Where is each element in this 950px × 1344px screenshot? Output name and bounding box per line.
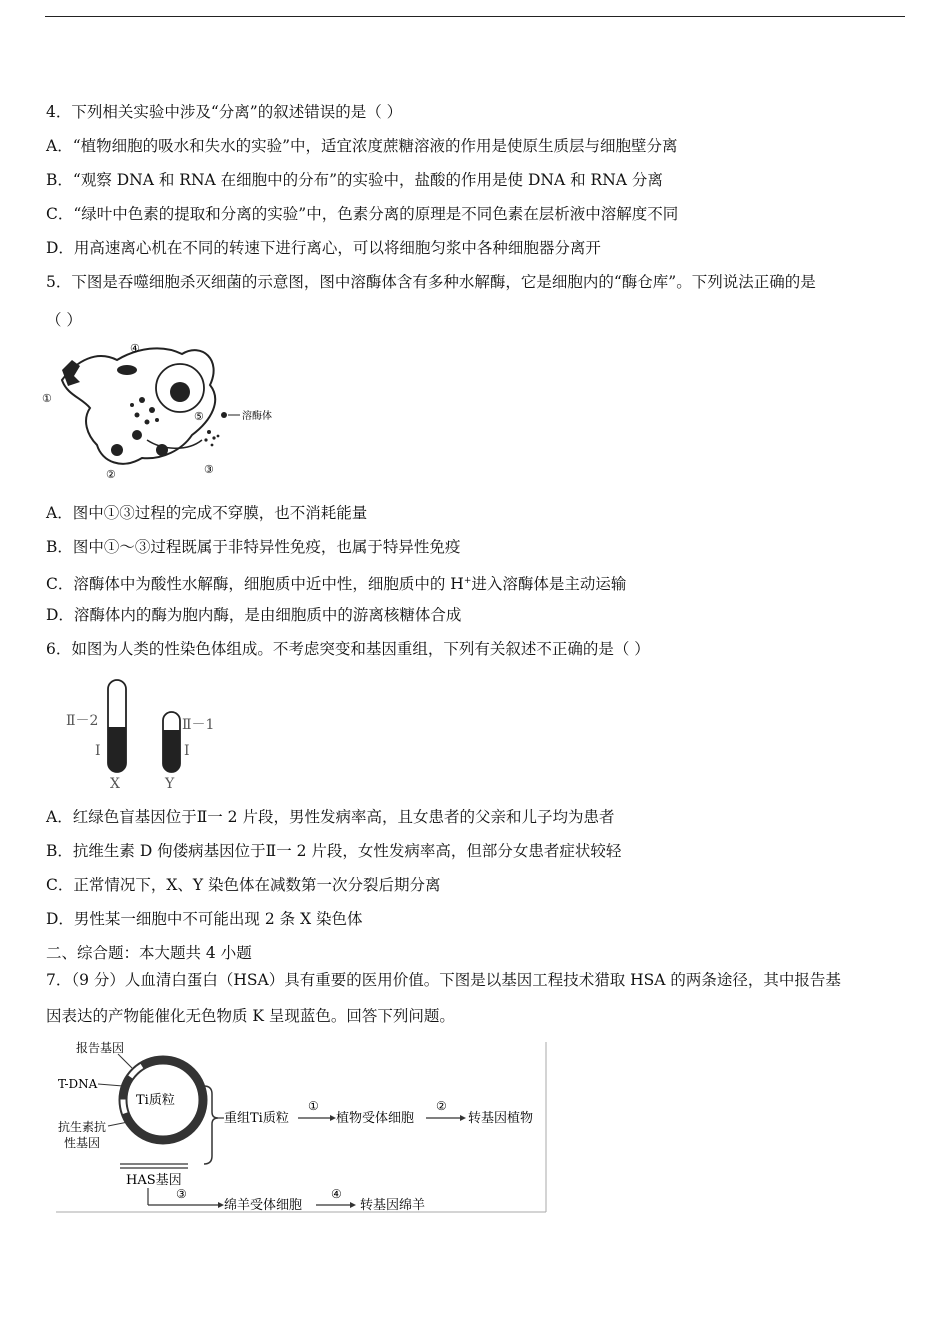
label-4: ④ xyxy=(130,342,140,355)
tdna-label: T-DNA xyxy=(58,1077,98,1091)
y-name: Y xyxy=(165,776,175,792)
transgenic-sheep: 转基因绵羊 xyxy=(360,1198,426,1213)
label-1: ① xyxy=(42,392,52,405)
recombinant-plasmid: 重组Ti质粒 xyxy=(224,1111,289,1126)
header-rule xyxy=(45,16,905,17)
step-1: ① xyxy=(308,1099,319,1113)
q4-option-d: D．用高速离心机在不同的转速下进行离心，可以将细胞匀浆中各种细胞器分离开 xyxy=(46,239,601,257)
label-5: ⑤ xyxy=(194,410,204,423)
q6-option-c: C．正常情况下，X、Y 染色体在减数第一次分裂后期分离 xyxy=(46,876,441,894)
phagocyte-diagram xyxy=(42,340,282,480)
q5-stem: 5．下图是吞噬细胞杀灭细菌的示意图，图中溶酶体含有多种水解酶，它是细胞内的“酶仓库”。下列说法正确的是 xyxy=(46,273,816,291)
resistance-label-2: 性基因 xyxy=(64,1136,101,1150)
step-2: ② xyxy=(436,1099,447,1113)
x-i-label: Ⅰ xyxy=(95,743,101,759)
q5-option-c: C．溶酶体中为酸性水解酶，细胞质中近中性，细胞质中的 H+进入溶酶体是主动运输 xyxy=(46,575,627,594)
sheep-recipient-cell: 绵羊受体细胞 xyxy=(224,1198,303,1213)
x-segment-label: Ⅱ－2 xyxy=(66,713,99,729)
gene-engineering-diagram xyxy=(48,1038,552,1216)
lysosome-label: 溶酶体 xyxy=(242,411,272,422)
plasmid-label: Ti质粒 xyxy=(136,1093,175,1108)
q4-option-a: A．“植物细胞的吸水和失水的实验”中，适宜浓度蔗糖溶液的作用是使原生质层与细胞壁分离 xyxy=(46,137,678,155)
q5-stem-cont: （ ） xyxy=(46,311,82,329)
transgenic-plant: 转基因植物 xyxy=(468,1111,534,1126)
q4-option-b: B．“观察 DNA 和 RNA 在细胞中的分布”的实验中，盐酸的作用是使 DNA 和 RNA 分离 xyxy=(46,171,663,189)
x-name: X xyxy=(110,776,120,792)
resistance-label-1: 抗生素抗 xyxy=(58,1120,107,1134)
q4-stem: 4．下列相关实验中涉及“分离”的叙述错误的是（ ） xyxy=(46,103,403,121)
q7-stem-cont: 因表达的产物能催化无色物质 K 呈现蓝色。回答下列问题。 xyxy=(46,1007,455,1025)
sex-chromosome-diagram xyxy=(60,675,240,793)
has-gene-label: HAS基因 xyxy=(126,1173,182,1188)
reporter-label: 报告基因 xyxy=(76,1041,125,1055)
q6-option-a: A．红绿色盲基因位于Ⅱ一 2 片段，男性发病率高，且女患者的父亲和儿子均为患者 xyxy=(46,808,615,826)
q5-option-b: B．图中①～③过程既属于非特异性免疫，也属于特异性免疫 xyxy=(46,538,461,556)
plant-recipient-cell: 植物受体细胞 xyxy=(336,1111,415,1126)
q5-option-a: A．图中①③过程的完成不穿膜，也不消耗能量 xyxy=(46,504,368,522)
step-4: ④ xyxy=(331,1187,342,1201)
label-3: ③ xyxy=(204,463,214,476)
label-2: ② xyxy=(106,468,116,480)
section-heading: 二、综合题：本大题共 4 小题 xyxy=(46,944,252,962)
q7-stem: 7．（9 分）人血清白蛋白（HSA）具有重要的医用价值。下图是以基因工程技术猎取 HSA 的两条途径，其中报告基 xyxy=(46,971,841,989)
step-3: ③ xyxy=(176,1187,187,1201)
y-i-label: Ⅰ xyxy=(184,743,190,759)
q6-option-b: B．抗维生素 D 佝偻病基因位于Ⅱ一 2 片段，女性发病率高，但部分女患者症状较轻 xyxy=(46,842,622,860)
y-segment-label: Ⅱ－1 xyxy=(182,717,215,733)
q6-option-d: D．男性某一细胞中不可能出现 2 条 X 染色体 xyxy=(46,910,363,928)
q5-option-d: D．溶酶体内的酶为胞内酶，是由细胞质中的游离核糖体合成 xyxy=(46,606,462,624)
q6-stem: 6．如图为人类的性染色体组成。不考虑突变和基因重组，下列有关叙述不正确的是（ ） xyxy=(46,640,650,658)
q4-option-c: C．“绿叶中色素的提取和分离的实验”中，色素分离的原理是不同色素在层析液中溶解度不同 xyxy=(46,205,679,223)
